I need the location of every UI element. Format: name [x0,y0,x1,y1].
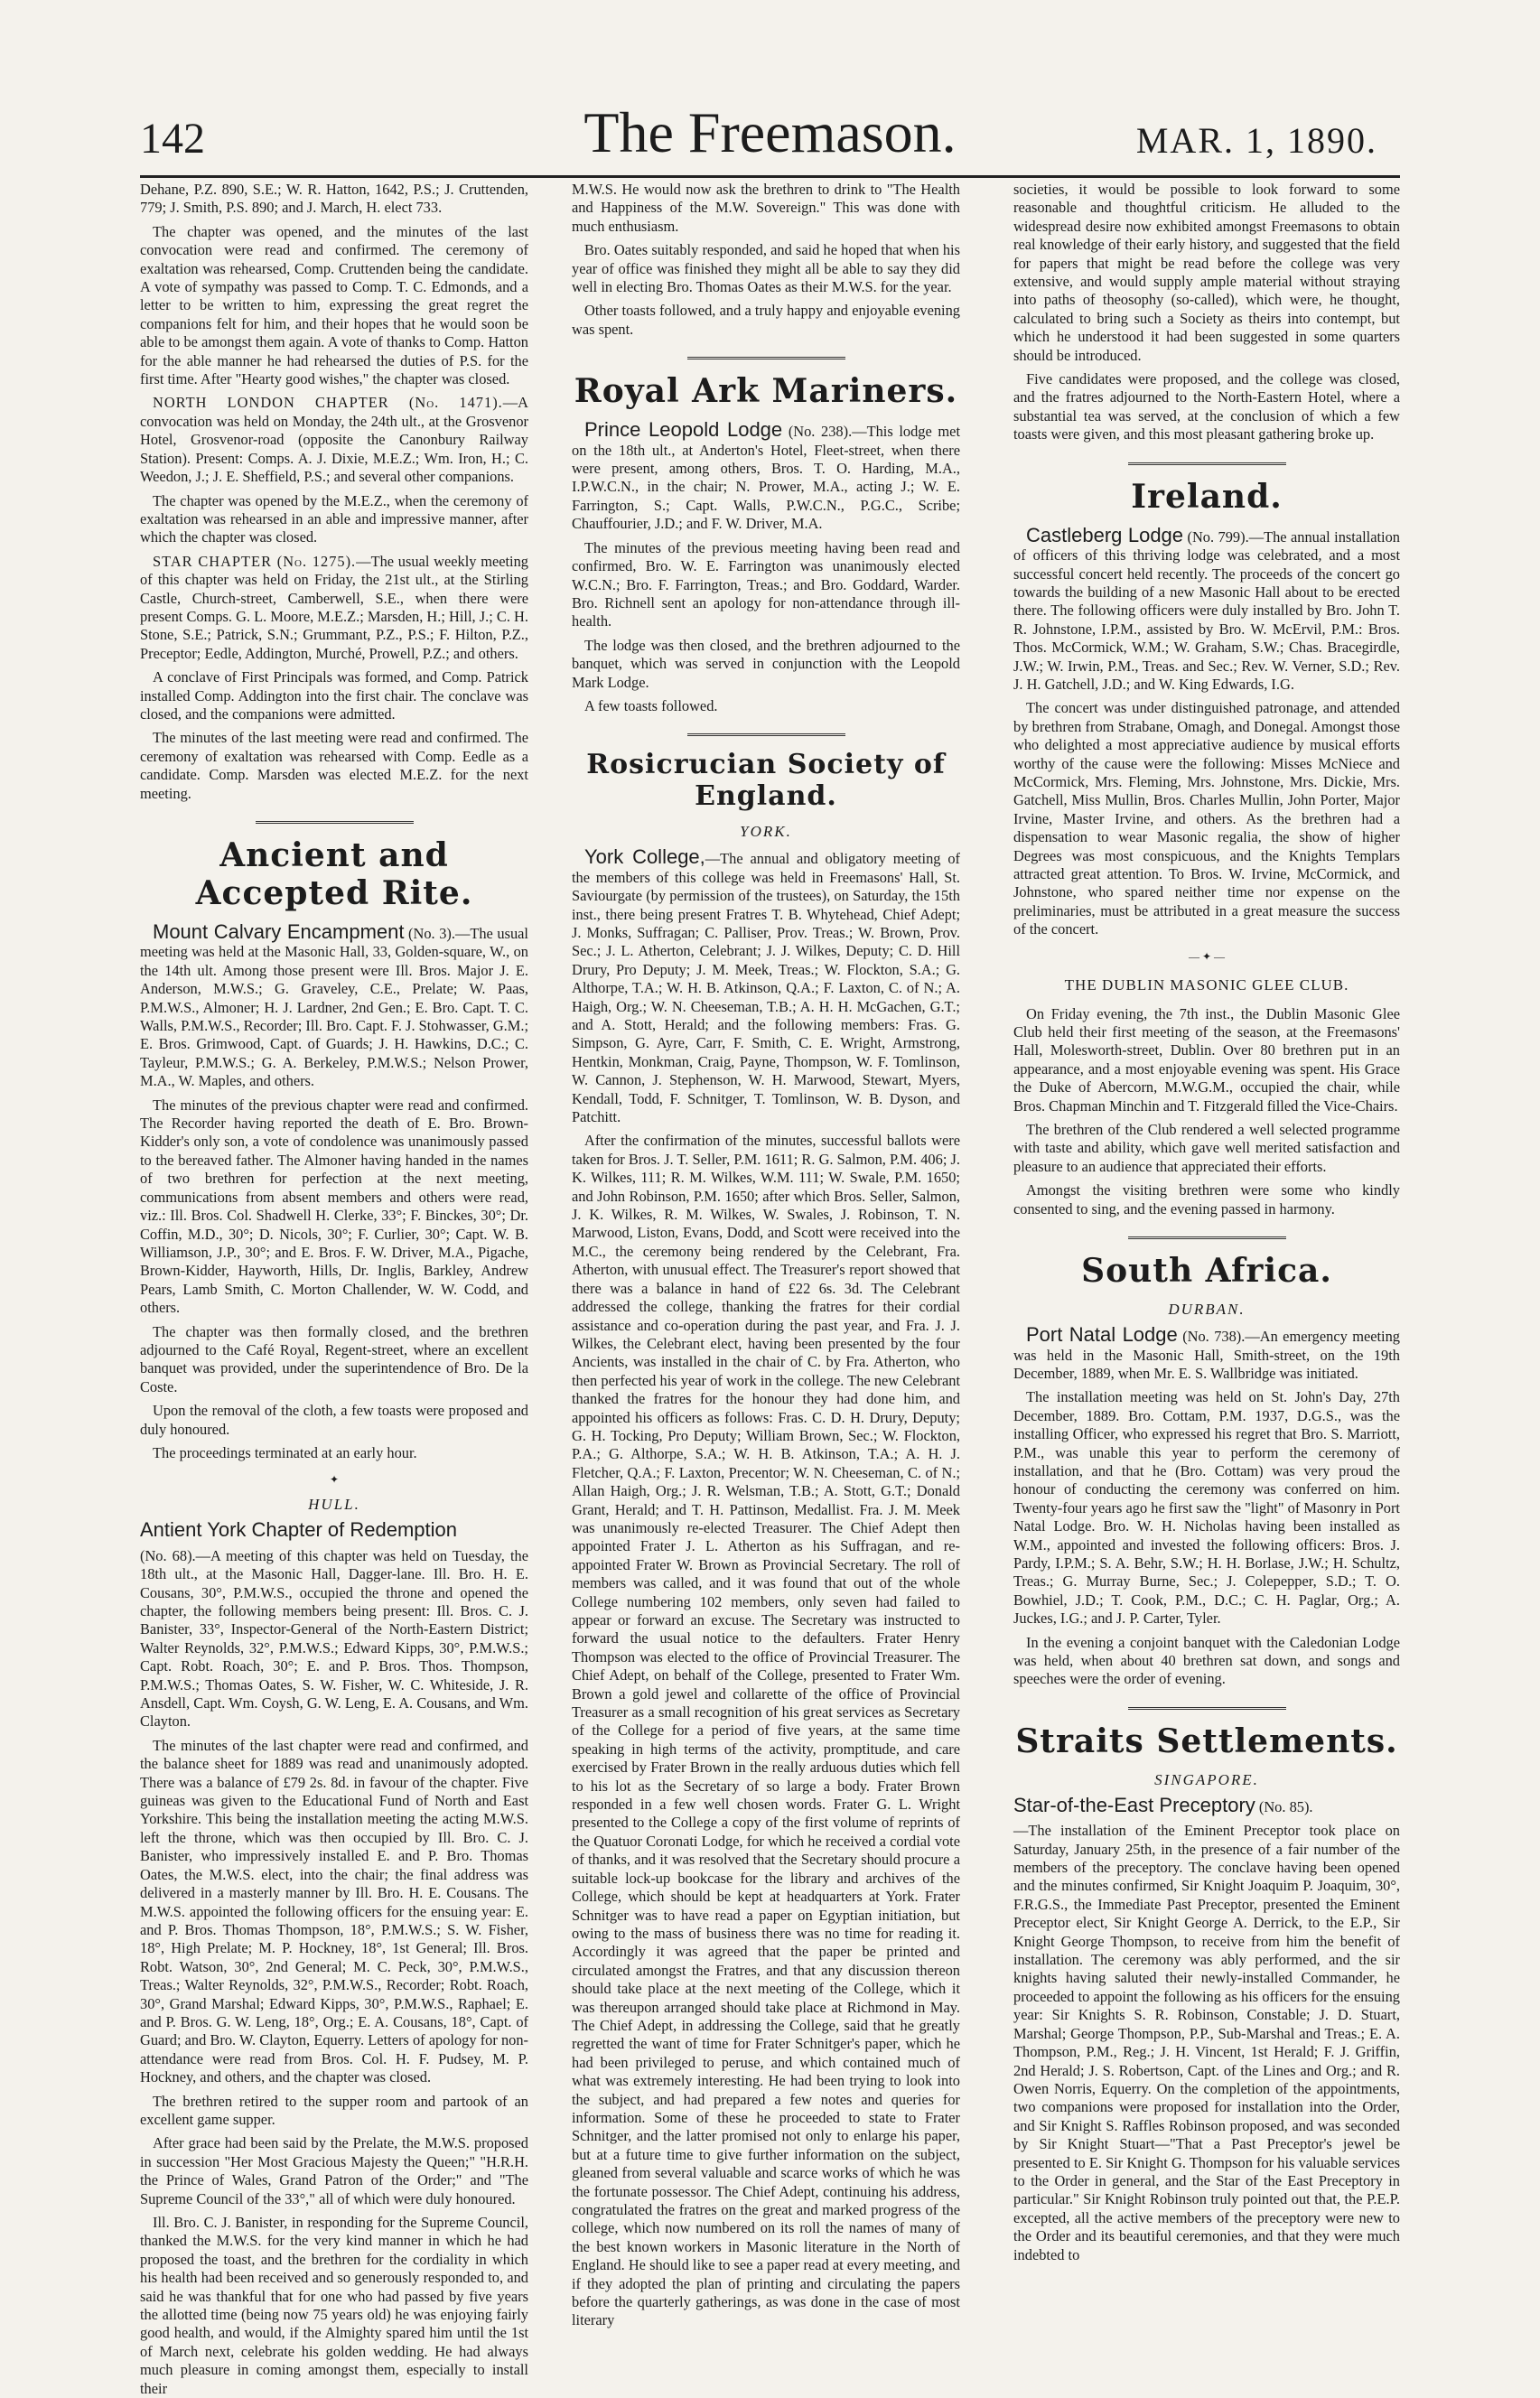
section-rule [1128,1236,1286,1239]
article-paragraph: The chapter was opened by the M.E.Z., when the ceremony of exaltation was rehearsed in an able and impressive manner, after which the chapter was closed. [140,491,528,546]
article-paragraph: —The annual and obligatory meeting of the members of this college was held in Freemasons' Hall, St. Saviourgate (by permission of the trustees), on Saturday, the 15th inst., there being present Fratres T. B. Whytehead, Chief Adept; J. Monks, Suffragan; C. Palliser, Prov. Treas.; W. Brown, Prov. Sec.; J. L. Atherton, Celebrant; J. J. Wilkes, Deputy; C. D. Hill Drury, Pro Deputy; J. M. Meek, Treas.; W. Flockton, S.A.; G. Althorpe, T.A.; W. H. B. Atkinson, Q.A.; F. Laxton, C. of N.; A. Haigh, Org.; W. N. Cheeseman, T.B.; A. H. H. McGachen, G.T.; and A. Stott, Herald; and the following members: Fras. G. Simpson, G. Ayre, Carr, F. Smith, C. E. Wright, Armstrong, Hentkin, Monkman, Craig, Payne, Thompson, W. F. Tomlinson, W. Cannon, J. Stephenson, W. H. Marwood, Stewart, Myers, Kendall, Todd, F. Schnitger, T. Tomlinson, W. B. Dyson, and Patchitt. [572,850,960,1126]
lodge-number: (No. 3). [408,925,455,942]
article-paragraph: Ill. Bro. C. J. Banister, in responding for the Supreme Council, thanked the M.W.S. for the very kind manner in which he had proposed the toast, and the brethren for the cordiality in which his health had been received and so generously responded to, and said he was thankful that for one who had passed by five years the allotted time (being now 75 years old) he was enjoying fairly good health, and would, if the Almighty spared him until the 1st of March next, celebrate his golden wedding. He had always much pleasure in coming amongst them, especially to install their [140,2214,528,2397]
lodge-name: Prince Leopold Lodge [584,418,783,442]
article-paragraph: The brethren retired to the supper room and partook of an excellent game supper. [140,2092,528,2128]
article-paragraph: Upon the removal of the cloth, a few toasts were proposed and duly honoured. [140,1402,528,1438]
lodge-name: Castleberg Lodge [1026,523,1184,546]
dateline: SINGAPORE. [1154,1770,1259,1788]
page-number: 142 [140,115,205,163]
section-heading: Rosicrucian Society of England. [586,749,946,813]
lodge-name: Antient York Chapter of Redemption [140,1518,458,1542]
column-3 [1013,181,1400,2312]
article-paragraph: The minutes of the last meeting were read and confirmed. The ceremony of exaltation was rehearsed with Comp. Eedle as a candidate. Comp. Marsden was elected M.E.Z. for the next meeting. [140,729,528,802]
masthead-rule [140,175,1400,178]
article-paragraph: The minutes of the previous chapter were read and confirmed. The Recorder having reported the death of E. Bro. Brown-Kidder's only son, a vote of condolence was unanimously passed to the bereaved father. The Almoner having handed in the names of two brethren for perfection at the next meeting, communications from absent members and others were read, viz.: Ill. Bros. Col. Shadwell H. Clerke, 33°; F. Binckes, 30°; Dr. Coffin, M.D., 30°; D. Nicols, 30°; F. Curlier, 30°; Capt. W. B. Williamson, J.P., 30°; and E. Bros. F. W. Driver, M.A., Pigache, Brown-Kidder, Hayworth, Hills, Dr. Inglis, Barkley, Andrew Pears, Lamb Smith, C. Morton Challender, W. W. Codd, and others. [140,1096,528,1317]
article-paragraph: A conclave of First Principals was formed, and Comp. Patrick installed Comp. Addington into the first chair. The conclave was closed, and the companions were admitted. [140,668,528,723]
lodge-number: (No. 799). [1187,527,1249,546]
report-lead: NORTH LONDON CHAPTER (No. 1471). [153,394,503,412]
article-paragraph: The proceedings terminated at an early hour. [153,1443,417,1461]
column-1 [140,181,528,2397]
article-paragraph: —This lodge met on the 18th ult., at Anderton's Hotel, Fleet-street, when there were present, among others, Bros. T. O. Harding, M.A., I.P.W.C.N., in the chair; N. Prower, M.A., acting J.; W. E. Farrington, S.; Capt. Walls, P.W.C.N., P.G.C., Scribe; Chauffourier, J.D.; and F. W. Driver, M.A. [572,423,960,533]
article-paragraph: —The usual weekly meeting of this chapter was held on Friday, the 21st ult., at the Stirling Castle, Church-street, Camberwell, S.E., when there were present Comps. G. L. Moore, M.E.Z.; Marsden, H.; Hill, J.; C. H. Stone, S.E.; Patrick, S.N.; Grummant, P.Z., P.S.; F. Hilton, P.Z., Preceptor; Eedle, Addington, Murché, Prowell, P.Z.; and others. [140,552,528,662]
section-heading: South Africa. [1081,1252,1332,1291]
article-paragraph: After the confirmation of the minutes, successful ballots were taken for Bros. J. T. Seller, P.M. 1611; R. G. Salmon, P.M. 406; J. K. Wilkes, 111; R. M. Wilkes, W.M. 111; W. Swale, P.M. 1650; and John Robinson, P.M. 1650; after which Bros. Seller, Salmon, J. K. Wilkes, R. M. Wilkes, W. Swales, J. Robinson, T. N. Marwood, Liston, Evans, Dodd, and Scott were received into the M.C., the ceremony being rendered by the Celebrant, Fra. Atherton, with unusual effect. The Treasurer's report showed that there was a balance in hand of £22 6s. 3d. The Celebrant addressed the college, thanking the fratres for their cordial assistance and co-operation during the past year, and Fra. J. J. Wilkes, the Celebrant elect, having been presented by the four Ancients, was installed in the chair of C. by Fra. Atherton, who then perfected his year of work in the college. The new Celebrant thanked the fratres for the honour they had done him, and appointed his officers as follows: Fras. C. D. H. Drury, Deputy; G. H. Tocking, Pro Deputy; William Brown, Sec.; W. Flockton, P.A.; G. Althorpe, S.A.; W. H. B. Atkinson, T.A.; A. H. J. Fletcher, Q.A.; F. Laxton, Precentor; W. N. Cheeseman, C. of N.; Allan Haigh, Org.; J. R. Welsman, T.B.; A. Stott, G.T.; Donald Grant, Herald; and T. H. Pattinson, Medallist. Fra. J. M. Meek was unanimously re-elected Treasurer. The Chief Adept then appointed Frater J. L. Atherton as his Suffragan, and re-appointed Frater W. Brown as Provincial Secretary. The roll of members was called, and it was found that out of the whole College numbering 102 members, only seven had failed to appear or forward an excuse. The Secretary was instructed to forward the usual notice to the defaulters. Frater Henry Thompson was elected to the office of Provincial Treasurer. The Chief Adept, on behalf of the College, presented to Frater Wm. Brown a gold jewel and collarette of the office of Provincial Treasurer as a small recognition of his great services as Secretary of the College for a period of five years, at the same time speaking in high terms of the activity, promptitude, and care exercised by Frater Brown in the really arduous duties which fell to his lot as the Secretary of so large a body. Frater Brown responded in a few well chosen words. Frater G. L. Wright presented to the College a copy of the first volume of reprints of the Quatuor Coronati Lodge, for which he received a cordial vote of thanks, and it was resolved that the Secretary should procure a suitable lock-up bookcase for the library and archives of the College, which should be kept at headquarters at York. Frater Schnitger was to have read a paper on Egyptian initiation, but owing to the mass of business there was no time for reading it. Accordingly it was agreed that the paper be printed and circulated amongst the Fratres, and that any discussion thereon should take place at the next meeting of the College, which it was thereupon arranged should take place at Richmond in May. The Chief Adept, in addressing the College, said that he greatly regretted the want of time for Frater Schnitger's paper, which he had been privileged to peruse, and which contained much of what was extremely interesting. He had been trying to look into the subject, and had prepared a few notes and queries for information. Some of these he proceeded to state to Frater Schnitger, and the latter promised not only to enlarge his paper, but at a future time to give further information on the subject, gleaned from several valuable and scarce works of which he was the fortunate possessor. The Chief Adept, continuing his address, congratulated the fratres on the great and marked progress of the college, which now numbered on its roll the names of many of the best known workers in Masonic literature in the North of England. He should like to see a paper read at every meeting, and if they adopted the plan of printing and circulating the papers before the quarterly gatherings, as was done in the case of most literary [572,1132,960,2329]
ornament-divider: — ✦ — [1188,949,1226,963]
section-heading: Ireland. [1131,477,1283,516]
ornament-divider: ✦ [329,1473,340,1487]
section-heading: Straits Settlements. [1015,1722,1398,1760]
article-paragraph: Dehane, P.Z. 890, S.E.; W. R. Hatton, 1642, P.S.; J. Cruttenden, 779; J. Smith, P.S. 890; and J. March, H. elect 733. [140,181,528,217]
article-paragraph: The minutes of the previous meeting having been read and confirmed, Bro. W. E. Farrington was unanimously elected W.C.N.; Bro. F. Farrington, Treas.; and Bro. Goddard, Warder. Bro. Richnell sent an apology for non-attendance through ill-health. [572,538,960,630]
section-rule [1128,462,1286,465]
report-lead: STAR CHAPTER (No. 1275). [153,552,357,570]
article-paragraph: After grace had been said by the Prelate, the M.W.S. proposed in succession "Her Most Gracious Majesty the Queen;" "H.R.H. the Prince of Wales, Grand Patron of the Order;" and "The Supreme Council of the 33°," all of which were duly honoured. [140,2134,528,2207]
lodge-name: Star-of-the-East Preceptory [1013,1793,1255,1816]
section-rule [687,733,845,736]
lodge-number: (No. 738). [1182,1328,1246,1346]
article-paragraph: societies, it would be possible to look forward to some reasonable and thoughtful criticism. He alluded to the widespread desire now exhibited amongst Freemasons to obtain real knowledge of their early history, and suggested that the field for papers that might be read before the college was very extensive, and would supply ample material without straying into paths of theosophy (so-called), which were, he thought, calculated to bring such a Society as theirs into contempt, but which he understood it had been suggested in some quarters should be introduced. [1013,181,1400,364]
column-2 [572,181,960,2329]
article-paragraph: The lodge was then closed, and the brethren adjourned to the banquet, which was served in conjunction with the Leopold Mark Lodge. [572,636,960,691]
lodge-number: (No. 85). [1258,1797,1313,1815]
section-rule [687,357,845,359]
article-paragraph: A few toasts followed. [584,696,718,714]
article-paragraph: Other toasts followed, and a truly happy and enjoyable evening was spent. [572,302,960,338]
dateline: HULL. [308,1496,360,1514]
article-paragraph: Bro. Oates suitably responded, and said he hoped that when his year of office was finished they might all be able to say they did well in electing Bro. Thomas Oates as their M.W.S. for the year. [572,241,960,296]
article-paragraph: (No. 68).—A meeting of this chapter was held on Tuesday, the 18th ult., at the Masonic Hall, Dagger-lane. Ill. Bro. H. E. Cousans, 30°, P.M.W.S., occupied the throne and opened the chapter, the following members being present: Ill. Bros. C. J. Banister, 33°, Inspector-General of the North-Eastern District; Walter Reynolds, 32°, P.M.W.S.; Edward Kipps, 30°, P.M.W.S.; Capt. Robt. Roach, 30°; E. and P. Bros. Thos. Thompson, P.M.W.S.; Thomas Oates, S. W. Fisher, W. C. Whiteside, J. R. Ansdell, Capt. Wm. Coysh, G. W. Leng, E. A. Cousans, and Wm. Clayton. [140,1546,528,1731]
lodge-number: (No. 238). [788,423,853,441]
masthead [0,0,1540,185]
article-paragraph: The minutes of the last chapter were read and confirmed, and the balance sheet for 1889 was read and unanimously adopted. There was a balance of £79 2s. 8d. in favour of the chapter. Five guineas was given to the Educational Fund of North and East Yorkshire. This being the installation meeting the acting M.W.S. left the throne, which was then occupied by Ill. Bro. C. J. Banister, who impressively installed E. and P. Bro. Thomas Oates, the M.W.S. elect, into the chair; the final address was delivered in a masterly manner by Ill. Bro. H. E. Cousans. The M.W.S. appointed the following officers for the ensuing year: E. and P. Bros. Thomas Thompson, 18°, P.M.W.S.; S. W. Fisher, 18°, High Prelate; M. P. Hockney, 18°, 1st General; Ill. Bros. Robt. Watson, 30°, 2nd General; M. C. Peck, 30°, P.M.W.S., Treas.; Walter Reynolds, 32°, P.M.W.S., Recorder; Robt. Roach, 30°, Grand Marshal; Edward Kipps, 30°, P.M.W.S., Raphael; E. and P. Bros. G. W. Leng, 18°, Org.; E. A. Cousans, 18°, Capt. of Guard; and Bro. W. Clayton, Equerry. Letters of apology for non-attendance were read from Bros. Col. H. F. Pudsey, M. P. Hockney, and others, and the chapter was closed. [140,1736,528,2086]
article-paragraph: On Friday evening, the 7th inst., the Dublin Masonic Glee Club held their first meeting of the season, at the Freemasons' Hall, Molesworth-street, Dublin. Over 80 brethren put in an appearance, and a most enjoyable evening was spent. His Grace the Duke of Abercorn, M.W.G.M., occupied the chair, while Bros. Chapman Minchin and T. Fitzgerald filled the Vice-Chairs. [1013,1004,1400,1115]
section-heading: Royal Ark Mariners. [574,372,958,411]
lodge-name: Port Natal Lodge [1026,1323,1178,1347]
lodge-name: Mount Calvary Encampment [153,920,405,943]
newspaper-title: The Freemason. [583,100,957,164]
article-paragraph: The brethren of the Club rendered a well selected programme with taste and ability, which gave well merited satisfaction and pleasure to an audience that appreciated their efforts. [1013,1121,1400,1175]
article-paragraph: —The installation of the Eminent Preceptor took place on Saturday, January 25th, in the presence of a fair number of the members of the preceptory. The conclave having been opened and the minutes confirmed, Sir Knight Joaquim P. Joaquim, 30°, F.R.G.S., the Immediate Past Preceptor, presented the Eminent Preceptor elect, Sir Knight George A. Derrick, to the E.P., Sir Knight George Thompson, to receive from him the benefit of installation. The ceremony was ably performed, and the sir knights having saluted their newly-installed Commander, he proceeded to appoint the following as his officers for the ensuing year: Sir Knights S. R. Robinson, Constable; J. D. Stuart, Marshal; George Thompson, P.P., Sub-Marshal and Treas.; E. A. Thompson, P.M., Reg.; J. H. Vincent, 1st Herald; F. J. Griffin, 2nd Herald; J. S. Robertson, Capt. of the Lines and Org.; and R. Owen Norris, Equerry. On the completion of the appointments, two companions were proposed for installation into the Order, and Sir Knight S. Raffles Robinson proposed, and was seconded by Sir Knight Stuart—"That a Past Preceptor's jewel be presented to E. Sir Knight G. Thompson for his valuable services to the Order in general, and the Star of the East Preceptory in particular." Sir Knight Robinson truly pointed out that, the P.E.P. excepted, all the active members of the preceptory were new to the Order and its beautiful ceremonies, and that they were much indebted to [1013,1822,1400,2263]
article-paragraph: —An emergency meeting was held in the Masonic Hall, Smith-street, on the 19th December, 1889, when Mr. E. S. Wallbridge was initiated. [1013,1328,1401,1382]
article-paragraph: The installation meeting was held on St. John's Day, 27th December, 1889. Bro. Cottam, P.M. 1937, D.G.S., was the installing Officer, who expressed his regret that Bro. S. Marriott, P.M., was unable this year to perform the ceremony of installation, and that he (Bro. Cottam) was very proud the honour of conducting the ceremony was conferred on him. Twenty-four years ago he first saw the "light" of Masonry in Port Natal Lodge. Bro. W. H. Nicholas having been installed as W.M., appointed and invested the following officers: Bros. J. Pardy, I.P.M.; S. A. Behr, S.W.; H. H. Borlase, J.W.; H. Schultz, Treas.; G. Murray Burne, Sec.; J. Colepepper, S.D.; T. O. Bowhiel, J.D.; T. Cook, P.M., D.C.; C. H. Paglar, Org.; A. Juckes, I.G.; and J. P. Carter, Tyler. [1013,1388,1400,1628]
article-paragraph: —A convocation was held on Monday, the 24th ult., at the Grosvenor Hotel, Grosvenor-road (opposite the Canonbury Railway Station). Present: Comps. A. J. Dixie, M.E.Z.; Wm. Iron, H.; C. Weedon, J.; J. E. Sheffield, P.S.; and several other companions. [140,394,528,486]
dateline: DURBAN. [1168,1301,1246,1319]
dateline: YORK. [740,823,792,841]
lodge-name: York College, [584,845,705,869]
article-paragraph: The concert was under distinguished patronage, and attended by brethren from Strabane, Omagh, and Donegal. Amongst those who delighted a most appreciative audience by musical efforts worthy of the cause were the following: Misses McNiece and McCormick, Mrs. Fleming, Mrs. Johnstone, Mrs. Dickie, Mrs. Gatchell, Miss Mullin, Bros. Charles Mullin, John Porter, Major Irvine, Master Irvine, and others. As the brethren had a dispensation to wear Masonic regalia, the show of higher Degrees was most conspicuous, and the Knights Templars attracted great attention. To Bros. W. Irvine, McCormick, and Johnstone, who spared neither time nor expense on the preliminaries, must be attributed in a great measure the success of the concert. [1013,699,1400,938]
section-rule [256,821,414,824]
issue-date: MAR. 1, 1890. [1135,120,1377,161]
article-paragraph: The chapter was opened, and the minutes of the last convocation were read and confirmed. The ceremony of exaltation was rehearsed, Comp. Cruttenden being the candidate. A vote of sympathy was passed to Comp. T. C. Edmonds, and a letter to be written to him, expressing the great regret the companions felt for him, and their hopes that he would soon be able to be amongst them again. A vote of thanks to Comp. Hatton for the able manner he had rehearsed the duties of P.S. for the first time. After "Hearty good wishes," the chapter was closed. [140,222,528,388]
section-rule [1128,1707,1286,1710]
article-paragraph: Five candidates were proposed, and the college was closed, and the fratres adjourned to the North-Eastern Hotel, where a substantial tea was served, at the conclusion of which a few toasts were given, and this most pleasant gathering broke up. [1013,370,1400,443]
article-paragraph: —The usual meeting was held at the Masonic Hall, 33, Golden-square, W., on the 14th ult. Among those present were Ill. Bros. Major J. E. Anderson, M.W.S.; G. Graveley, C.E., Prelate; W. Paas, P.M.W.S., Almoner; H. J. Lardner, 2nd Gen.; E. Bro. Capt. T. C. Walls, P.M.W.S., Recorder; Ill. Bro. Capt. F. J. Stohwasser, G.M.; E. Bros. Grimwood, Capt. of Guards; J. H. Hawkins, D.C.; C. Tayleur, P.M.W.S.; G. A. Berkeley, P.M.W.S.; Nelson Prower, M.A., W. Maples, and others. [140,925,528,1090]
article-paragraph: In the evening a conjoint banquet with the Caledonian Lodge was held, when about 40 brethren sat down, and songs and speeches were the order of evening. [1013,1633,1400,1688]
article-paragraph: Amongst the visiting brethren were some who kindly consented to sing, and the evening passed in harmony. [1013,1181,1400,1218]
article-paragraph: —The annual installation of officers of this thriving lodge was celebrated, and a most successful concert held recently. The proceeds of the concert go towards the building of a new Masonic Hall about to be erected there. The following officers were duly installed by Bro. John T. R. Johnstone, I.P.M., assisted by Bro. W. McErvil, P.M.: Bros. Thos. McCormick, W.M.; W. Graham, S.W.; Chas. Bracegirdle, J.W.; W. Irwin, P.M., Treas. and Sec.; Rev. W. Verner, S.D.; Rev. J. H. Gatchell, J.D.; and W. King Edwards, I.G. [1013,527,1400,693]
section-heading: Ancient and Accepted Rite. [195,836,473,912]
article-paragraph: The chapter was then formally closed, and the brethren adjourned to the Café Royal, Regent-street, where an excellent banquet was provided, under the superintendence of Bro. De la Coste. [140,1322,528,1395]
article-paragraph: M.W.S. He would now ask the brethren to drink to "The Health and Happiness of the M.W. Sovereign." This was done with much enthusiasm. [572,181,960,235]
sub-heading: THE DUBLIN MASONIC GLEE CLUB. [1064,975,1349,994]
